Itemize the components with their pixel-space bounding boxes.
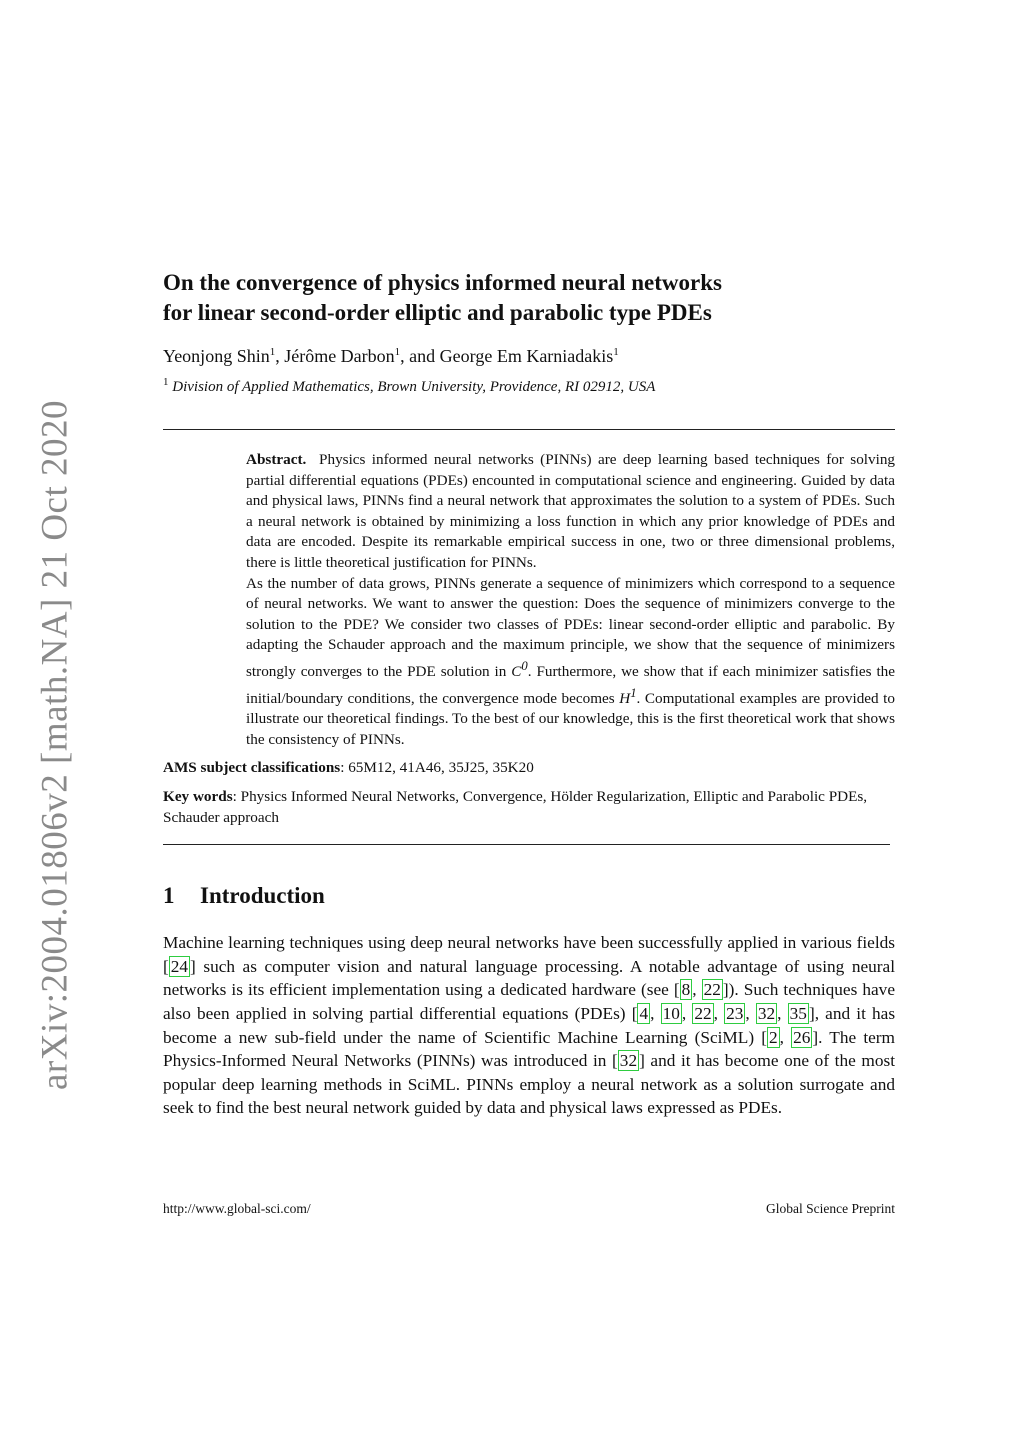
section-heading-introduction bbox=[163, 883, 895, 909]
citation-link[interactable]: 23 bbox=[726, 1004, 744, 1023]
citation-link[interactable]: 22 bbox=[694, 1004, 712, 1023]
title-line-1: On the convergence of physics informed neural networks bbox=[163, 270, 722, 295]
citation-link[interactable]: 35 bbox=[789, 1004, 807, 1023]
affiliation bbox=[163, 376, 895, 396]
citation-link[interactable]: 26 bbox=[793, 1027, 811, 1047]
arxiv-identifier-stamp: arXiv:2004.01806v2 [math.NA] 21 Oct 2020 bbox=[34, 399, 76, 1091]
citation-link[interactable]: 22 bbox=[703, 980, 721, 1000]
footer-url[interactable]: http://www.global-sci.com/ bbox=[163, 1201, 311, 1216]
affiliation-marker: 1 bbox=[394, 346, 401, 358]
introduction-body bbox=[163, 931, 895, 1120]
citation-link[interactable]: 24 bbox=[170, 956, 189, 976]
math-c0: $C^0$ bbox=[511, 658, 528, 680]
page-footer bbox=[163, 1201, 895, 1217]
divider-top bbox=[163, 429, 895, 430]
ams-label: AMS subject classifications bbox=[163, 759, 341, 777]
abstract-paragraph-1: Abstract. Physics informed neural networks (PINNs) are deep learning based techniques for solving partial differential equations (PDEs) encounted in computational science and engineering. Guided by data and physical laws, PINNs find a neural network that approximates the solution to a system of PDEs. Such a neural network is obtained by minimizing a loss function in which any prior knowledge of PDEs and data are encoded. Despite its remarkable empirical success in one, two or three dimensional problems, there is little theoretical justification for PINNs. bbox=[246, 451, 896, 571]
affiliation-marker: 1 bbox=[613, 346, 619, 358]
citation-link[interactable]: 8 bbox=[681, 980, 691, 1000]
author-name: Jérôme Darbon bbox=[284, 346, 395, 366]
author-list: Yeonjong Shin$^1$, Jérôme Darbon$^1$, and George Em Karniadakis$^1$ bbox=[163, 346, 619, 366]
abstract-label: Abstract. bbox=[246, 451, 307, 468]
section-number: 1 bbox=[163, 883, 175, 909]
divider-bottom bbox=[163, 844, 890, 845]
key-words: Key words: Physics Informed Neural Networks, Convergence, Hölder Regularization, Elliptic and Parabolic PDEs, Schauder approach bbox=[163, 788, 868, 826]
ams-classifications: AMS subject classifications: 65M12, 41A46, 35J25, 35K20 bbox=[163, 759, 534, 777]
footer-label: Global Science Preprint bbox=[766, 1201, 895, 1216]
citation-link[interactable]: 32 bbox=[757, 1004, 776, 1023]
math-h1: $H^1$ bbox=[619, 685, 637, 707]
introduction-paragraph: Machine learning techniques using deep neural networks have been successfully applied in various fields [ 24 ] such as computer vision and natural language processing. A notable advantage of using neural networks is its efficient implementation using a dedicated hardware (see [ 8 , 22 ]). Such techniques have also been applied in solving partial differential equations (PDEs) [ 4 , 10 , 22 , 23 , 32 , 35 ], and it has become a new sub-field under the name of Scientific Machine Learning (SciML) [ 2 , 26 ]. The term Physics-Informed Neural Networks (PINNs) was introduced in [ 32 ] and it has become one of the most popular deep learning methods in SciML. PINNs employ a neural network as a solution surrogate and seek to find the best neural network guided by data and physical laws expressed as PDEs. bbox=[163, 933, 896, 1118]
citation-link[interactable]: 32 bbox=[619, 1051, 638, 1071]
abstract-paragraph-2: As the number of data grows, PINNs generate a sequence of minimizers which correspond to a sequence of neural networks. We want to answer the question: Does the sequence of minimizers converge to the solution to the PDE? We consider two classes of PDEs: linear second-order elliptic and parabolic. By adapting the Schauder approach and the maximum principle, we show that the sequence of minimizers strongly converges to the PDE solution in $C^0$. Furthermore, we show that if each minimizer satisfies the initial/boundary conditions, the convergence mode becomes $H^1$. Computational examples are provided to illustrate our theoretical findings. To the best of our knowledge, this is the first theoretical work that shows the consistency of PINNs. bbox=[246, 574, 896, 748]
keywords-label: Key words bbox=[163, 788, 233, 806]
author-name: Yeonjong Shin bbox=[163, 346, 270, 366]
citation-link[interactable]: 4 bbox=[639, 1004, 649, 1023]
title-line-2: for linear second-order elliptic and parabolic type PDEs bbox=[163, 300, 712, 325]
paper-title bbox=[163, 268, 895, 328]
page-content bbox=[163, 268, 895, 1120]
affiliation-text: Division of Applied Mathematics, Brown University, Providence, RI 02912, USA bbox=[172, 379, 656, 395]
section-title: Introduction bbox=[200, 883, 325, 909]
citation-link[interactable]: 10 bbox=[662, 1004, 680, 1023]
author-name: George Em Karniadakis bbox=[439, 346, 614, 366]
affiliation-marker: 1 bbox=[163, 376, 169, 388]
affiliation-marker: 1 bbox=[269, 346, 276, 358]
abstract bbox=[246, 450, 895, 750]
citation-link[interactable]: 2 bbox=[769, 1027, 778, 1047]
